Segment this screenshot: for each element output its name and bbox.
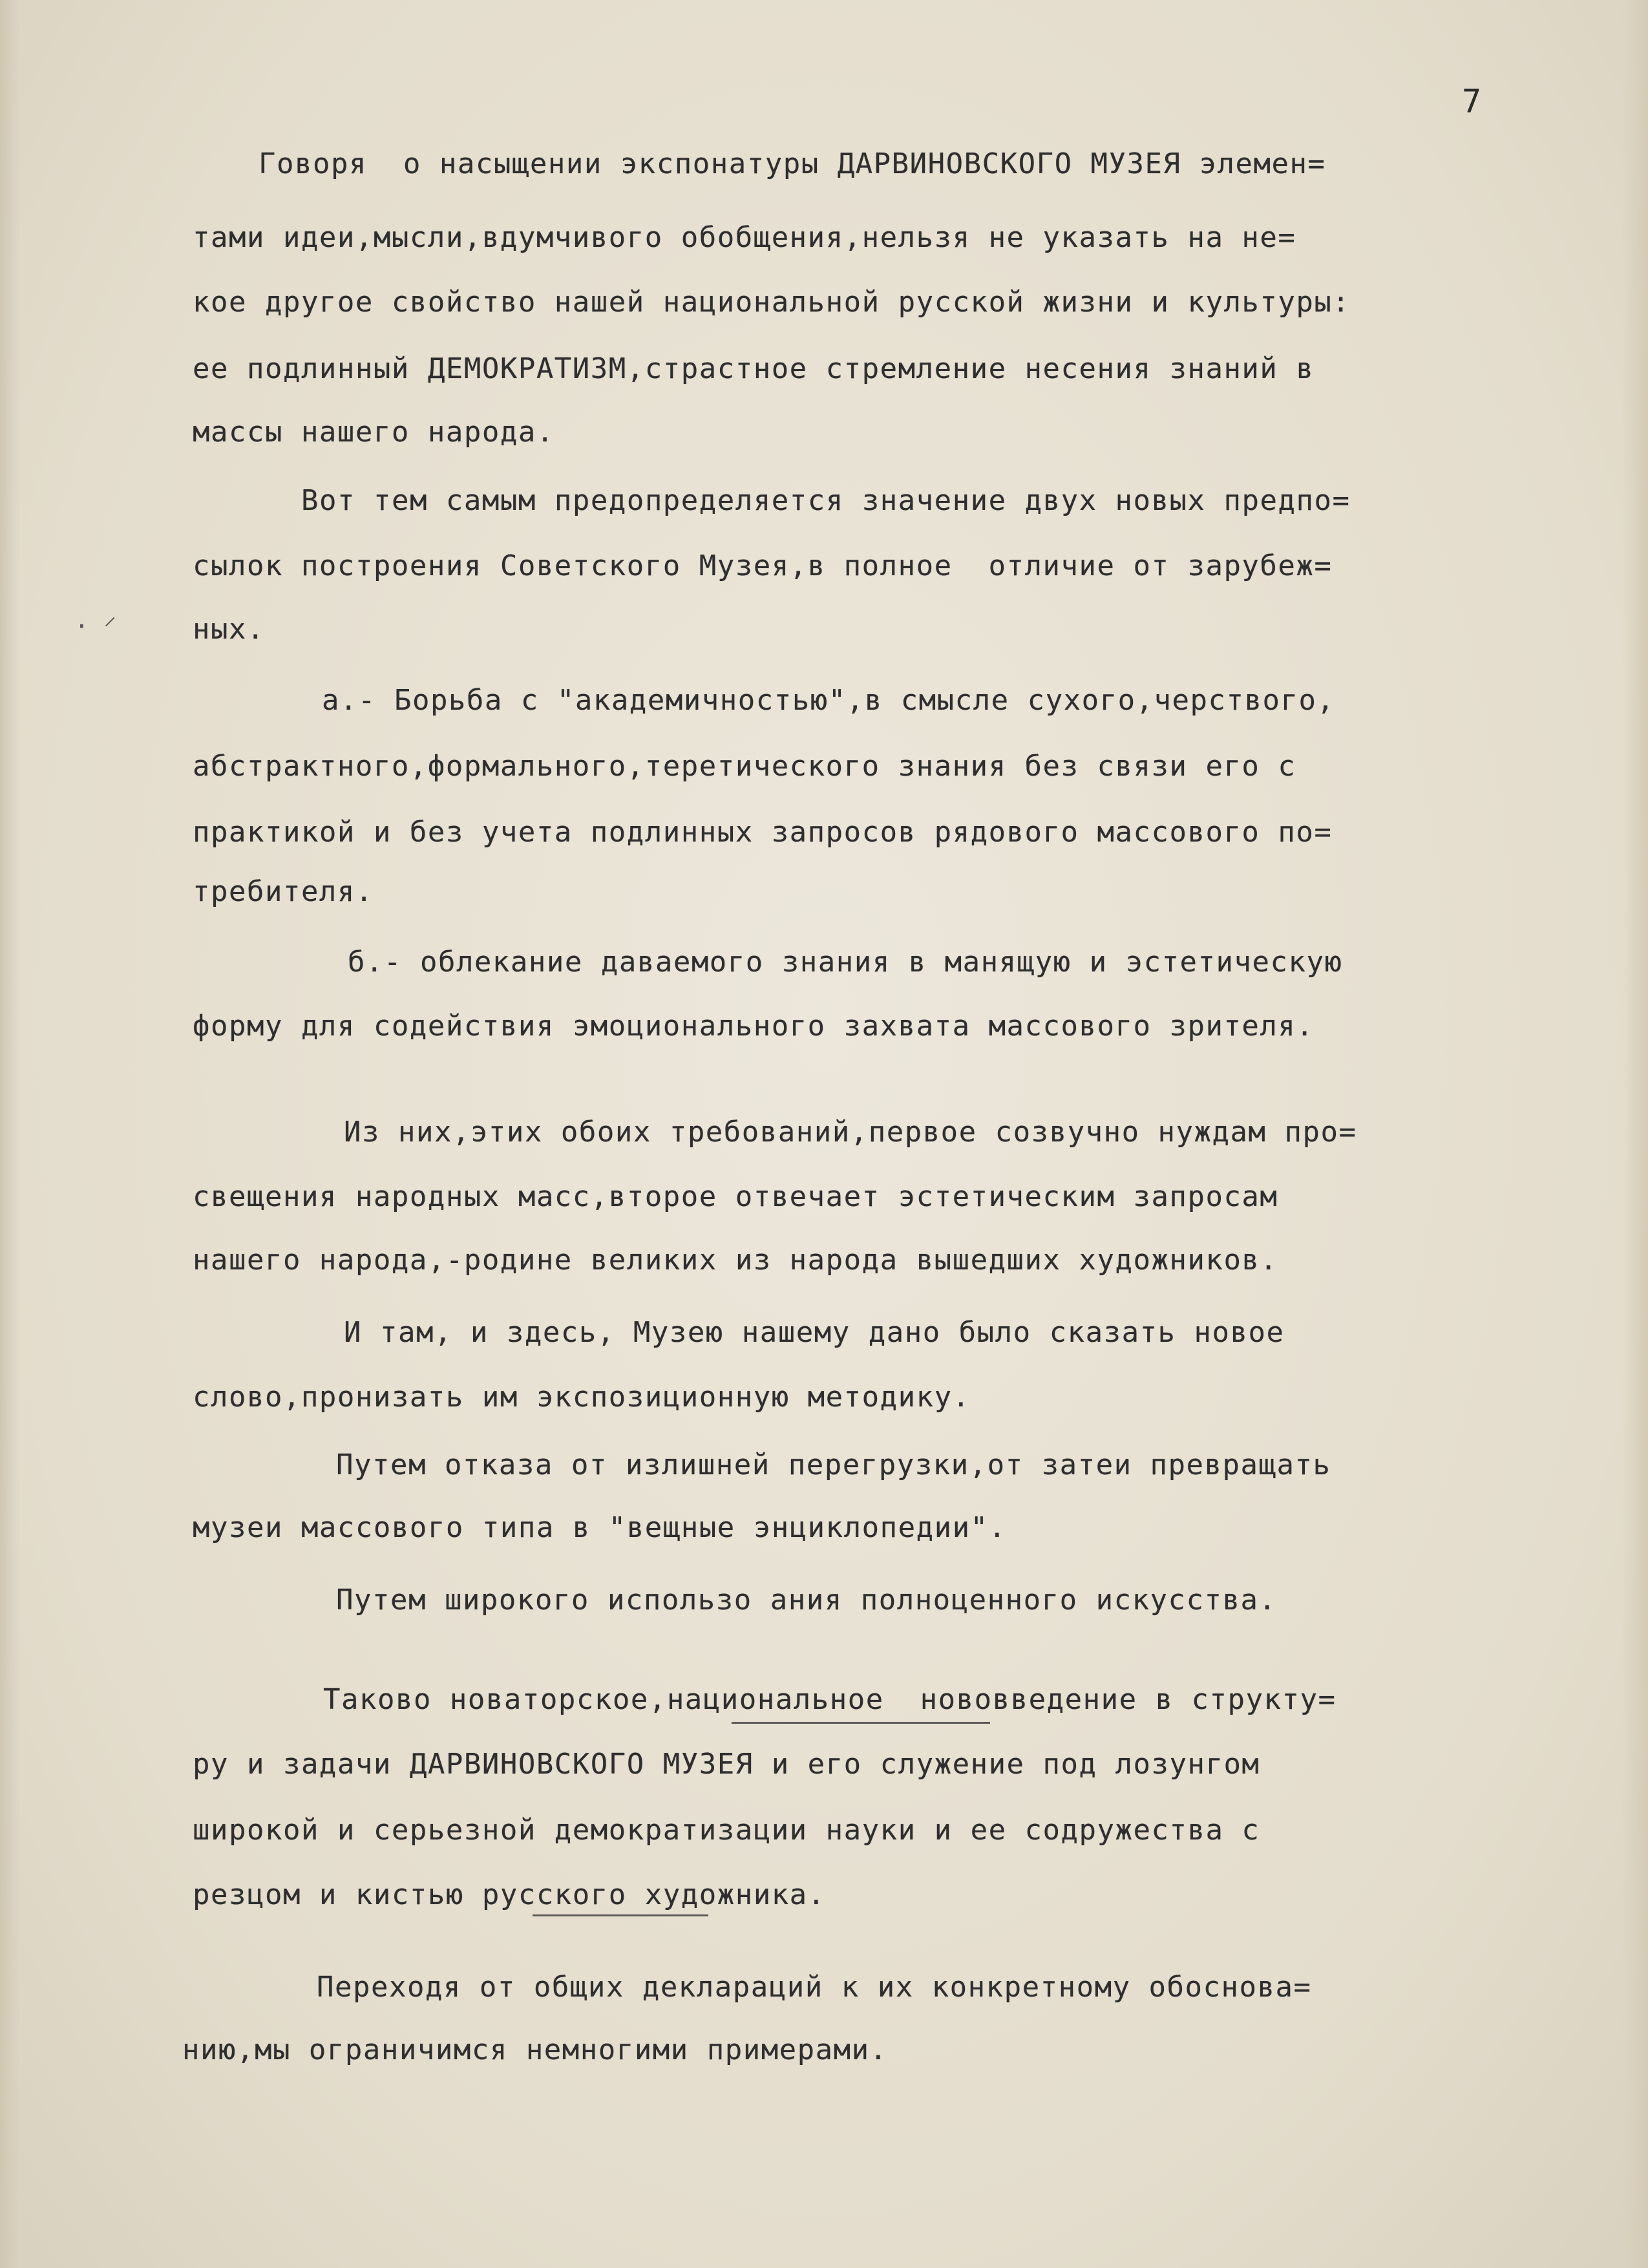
text-line: Путем широкого использо ания полноценного искусства. <box>336 1584 1277 1616</box>
text-line: Путем отказа от излишней перегрузки,от затеи превращать <box>336 1448 1331 1481</box>
text-line: сылок построения Советского Музея,в полное отличие от зарубеж= <box>193 549 1333 582</box>
text-line: а.- Борьба с "академичностью",в смысле сухого,черствого, <box>322 684 1335 717</box>
text-line: б.- облекание даваемого знания в манящую и эстетическую <box>348 946 1343 979</box>
text-line: свещения народных масс,второе отвечает эстетическим запросам <box>193 1180 1278 1213</box>
text-line: абстрактного,формального,теретического знания без связи его с <box>193 750 1296 783</box>
text-line: И там, и здесь, Музею нашему дано было сказать новое <box>344 1316 1285 1349</box>
text-line: форму для содействия эмоционального захвата массового зрителя. <box>193 1010 1315 1043</box>
underline-russkogo <box>533 1914 708 1916</box>
text-line: нию,мы ограничимся немногими примерами. <box>182 2033 888 2066</box>
text-line: слово,пронизать им экспозиционную методику. <box>193 1381 971 1414</box>
text-line: ных. <box>193 613 265 646</box>
text-line: требителя. <box>193 875 374 908</box>
underline-natsionalnoe <box>732 1722 990 1724</box>
text-line: широкой и серьезной демократизации науки и ее содружества с <box>193 1814 1260 1847</box>
text-line: музеи массового типа в "вещные энциклопедии". <box>193 1511 1007 1544</box>
paper-edge-right <box>1622 0 1648 2268</box>
text-line: Таково новаторское,национальное нововведение в структу= <box>323 1683 1336 1716</box>
text-line: Говоря о насыщении экспонатуры ДАРВИНОВСКОГО МУЗЕЯ элемен= <box>259 147 1326 180</box>
text-line: нашего народа,-родине великих из народа вышедших художников. <box>193 1244 1278 1277</box>
text-line: ее подлинный ДЕМОКРАТИЗМ,страстное стремление несения знаний в <box>193 352 1315 385</box>
text-line: кое другое свойство нашей национальной русской жизни и культуры: <box>193 286 1351 319</box>
margin-pencil-mark: · ⸍ <box>74 612 116 641</box>
text-line: Из них,этих обоих требований,первое созвучно нуждам про= <box>344 1116 1357 1149</box>
text-line: массы нашего народа. <box>193 416 555 449</box>
text-line: резцом и кистью русского художника. <box>193 1878 826 1911</box>
page-number: 7 <box>1462 83 1482 120</box>
text-line: Переходя от общих деклараций к их конкретному обоснова= <box>317 1971 1312 2004</box>
text-line: ру и задачи ДАРВИНОВСКОГО МУЗЕЯ и его служение под лозунгом <box>193 1748 1260 1781</box>
paper-edge-left <box>0 0 19 2268</box>
text-line: практикой и без учета подлинных запросов рядового массового по= <box>193 816 1333 849</box>
text-line: тами идеи,мысли,вдумчивого обобщения,нельзя не указать на не= <box>193 221 1296 254</box>
text-line: Вот тем самым предопределяется значение двух новых предпо= <box>301 484 1351 517</box>
